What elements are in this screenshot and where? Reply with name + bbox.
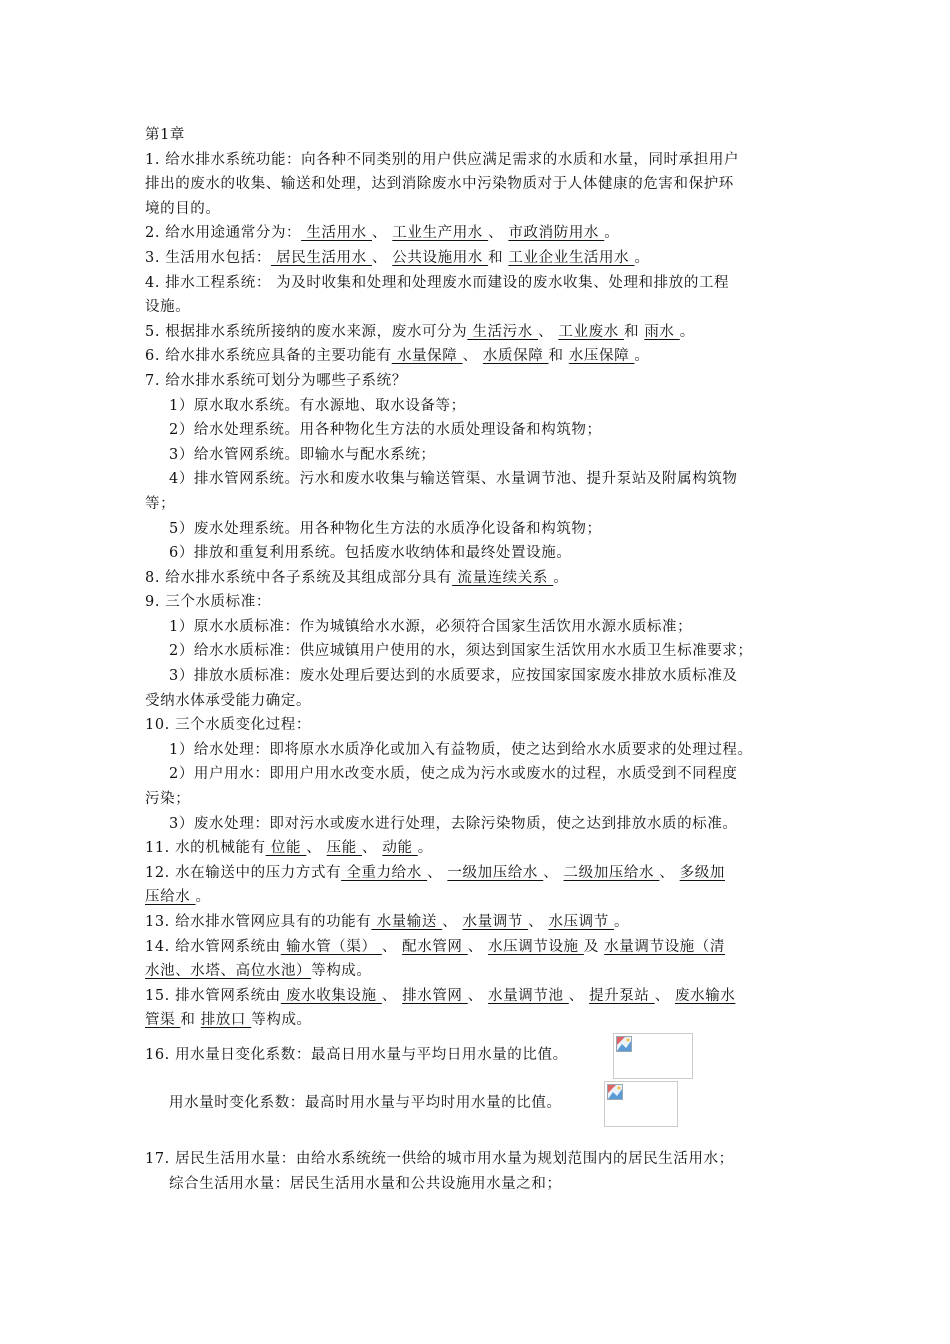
separator: 、 bbox=[654, 987, 675, 1004]
separator: 、 bbox=[427, 864, 448, 881]
separator: 、 bbox=[371, 225, 393, 242]
q5-answer-3: 雨水 bbox=[644, 323, 680, 340]
q5 bbox=[145, 320, 810, 345]
separator: 、 bbox=[306, 840, 327, 857]
separator: 、 bbox=[442, 914, 463, 930]
q9-item-1: 1）原水水质标准：作为城镇给水水源，必须符合国家生活饮用水源水质标准； bbox=[169, 618, 693, 635]
q15-prompt: 15. 排水管网系统由 bbox=[145, 987, 281, 1004]
q16-hourly-coefficient: 用水量时变化系数：最高时用水量与平均时用水量的比值。 bbox=[169, 1094, 562, 1111]
formula-image bbox=[613, 1033, 693, 1079]
q4-line-1: 4. 排水工程系统： 为及时收集和处理和处理废水而建设的废水收集、处理和排放的工程 bbox=[145, 274, 730, 291]
q7-item-5: 5）废水处理系统。用各种物化生方法的水质净化设备和构筑物； bbox=[169, 520, 602, 537]
q2-answer-1: 生活用水 bbox=[301, 225, 372, 242]
q11-answer-1: 位能 bbox=[265, 840, 307, 857]
q14-answer-1: 输水管（渠） bbox=[280, 938, 382, 955]
q1-line-1: 1. 给水排水系统功能：向各种不同类别的用户供应满足需求的水质和水量，同时承担用户 bbox=[145, 151, 740, 168]
end-mark: 。 bbox=[195, 889, 211, 906]
q1-line-3: 境的目的。 bbox=[145, 200, 221, 217]
q3 bbox=[145, 246, 810, 271]
q6-answer-2: 水质保障 bbox=[482, 348, 549, 365]
q5-prompt: 5. 根据排水系统所接纳的废水来源，废水可分为 bbox=[145, 323, 468, 340]
separator: 、 bbox=[467, 987, 489, 1004]
separator: 和 bbox=[180, 1012, 201, 1029]
q2-answer-3: 市政消防用水 bbox=[508, 225, 605, 242]
q10-item-2-cont: 污染； bbox=[145, 791, 191, 808]
q6-prompt: 6. 给水排水系统应具备的主要功能有 bbox=[145, 348, 392, 365]
end-mark: 。 bbox=[553, 569, 569, 586]
q13-answer-2: 水量调节 bbox=[462, 914, 529, 930]
q8 bbox=[145, 566, 810, 591]
end-mark: 。 bbox=[604, 225, 620, 242]
separator: 和 bbox=[488, 249, 509, 266]
separator: 、 bbox=[543, 864, 564, 881]
end-mark: 。 bbox=[679, 323, 695, 340]
q13-answer-3: 水压调节 bbox=[548, 914, 615, 930]
q13-prompt: 13. 给水排水管网应具有的功能有 bbox=[145, 914, 372, 930]
separator: 、 bbox=[659, 864, 680, 881]
q15-answer-5: 废水输水 bbox=[675, 987, 736, 1004]
q15-answer-6: 排放口 bbox=[200, 1012, 252, 1029]
separator: 、 bbox=[381, 987, 403, 1004]
separator: 、 bbox=[568, 987, 590, 1004]
q2-prompt: 2. 给水用途通常分为： bbox=[145, 225, 302, 242]
q15-answer-3: 水量调节池 bbox=[488, 987, 569, 1004]
q15-answer-1: 废水收集设施 bbox=[280, 987, 382, 1004]
q12-answer-3: 二级加压给水 bbox=[563, 864, 660, 881]
q7-item-3: 3）给水管网系统。即输水与配水系统； bbox=[169, 446, 436, 463]
q2-answer-2: 工业生产用水 bbox=[392, 225, 489, 242]
broken-image-icon bbox=[616, 1036, 632, 1052]
q7-item-2: 2）给水处理系统。用各种物化生方法的水质处理设备和构筑物； bbox=[169, 422, 602, 439]
q1-line-2: 排出的废水的收集、输送和处理，达到消除废水中污染物质对于人体健康的危害和保护环 bbox=[145, 176, 734, 193]
q6-answer-1: 水量保障 bbox=[391, 348, 463, 365]
q14-line-2 bbox=[145, 959, 810, 984]
separator: 、 bbox=[467, 938, 489, 955]
q6 bbox=[145, 344, 810, 369]
q7-item-4-cont: 等； bbox=[145, 495, 176, 512]
separator: 和 bbox=[548, 348, 569, 365]
q8-prompt: 8. 给水排水系统中各子系统及其组成部分具有 bbox=[145, 569, 453, 586]
q12-answer-4: 多级加 bbox=[679, 864, 725, 881]
q2 bbox=[145, 221, 810, 246]
q3-answer-1: 居民生活用水 bbox=[270, 249, 372, 266]
separator: 、 bbox=[371, 249, 393, 266]
q6-answer-3: 水压保障 bbox=[568, 348, 635, 365]
q13 bbox=[145, 910, 810, 935]
q8-answer-1: 流量连续关系 bbox=[452, 569, 554, 586]
q10-item-1: 1）给水处理：即将原水水质净化或加入有益物质，使之达到给水水质要求的处理过程。 bbox=[169, 741, 753, 758]
q14-answer-2: 配水管网 bbox=[402, 938, 468, 955]
q15-answer-5-cont: 管渠 bbox=[145, 1012, 181, 1029]
q15-answer-2: 排水管网 bbox=[402, 987, 468, 1004]
q7-item-4: 4）排水管网系统。污水和废水收集与输送管渠、水量调节池、提升泵站及附属构筑物 bbox=[169, 471, 738, 488]
separator: 、 bbox=[488, 225, 509, 242]
q15-answer-4: 提升泵站 bbox=[589, 987, 655, 1004]
q14-answer-4-cont: 水池、水塔、高位水池） bbox=[145, 963, 312, 980]
q11 bbox=[145, 836, 810, 861]
q11-prompt: 11. 水的机械能有 bbox=[145, 840, 266, 857]
q9-item-3: 3）排放水质标准：废水处理后要达到的水质要求，应按国家国家废水排放水质标准及 bbox=[169, 668, 738, 685]
q16-daily-coefficient: 16. 用水量日变化系数：最高日用水量与平均日用水量的比值。 bbox=[145, 1046, 568, 1063]
q11-answer-2: 压能 bbox=[326, 840, 363, 857]
q9-item-2: 2）给水水质标准：供应城镇用户使用的水，须达到国家生活饮用水水质卫生标准要求； bbox=[169, 643, 753, 660]
q10-item-2: 2）用户用水：即用户用水改变水质，使之成为污水或废水的过程，水质受到不同程度 bbox=[169, 766, 738, 783]
q17-line-2: 综合生活用水量：居民生活用水量和公共设施用水量之和； bbox=[169, 1175, 562, 1192]
q7-item-1: 1）原水取水系统。有水源地、取水设备等； bbox=[169, 397, 466, 414]
q15-line-1 bbox=[145, 984, 810, 1009]
q9-item-3-cont: 受纳水体承受能力确定。 bbox=[145, 692, 312, 709]
q3-prompt: 3. 生活用水包括： bbox=[145, 249, 271, 266]
end-mark: 。 bbox=[634, 249, 650, 266]
formula-image bbox=[604, 1081, 678, 1127]
separator: 和 bbox=[624, 323, 645, 340]
q10-item-3: 3）废水处理：即对污水或废水进行处理，去除污染物质，使之达到排放水质的标准。 bbox=[169, 815, 738, 832]
q10-title: 10. 三个水质变化过程： bbox=[145, 717, 311, 734]
q12-line-2 bbox=[145, 885, 810, 910]
q9-title: 9. 三个水质标准： bbox=[145, 594, 271, 611]
separator: 、 bbox=[381, 938, 403, 955]
end-mark: 。 bbox=[417, 840, 433, 857]
chapter-title: 第1章 bbox=[145, 127, 186, 143]
q12-answer-1: 全重力给水 bbox=[341, 864, 428, 881]
end-mark: 等构成。 bbox=[251, 1012, 312, 1029]
q3-answer-2: 公共设施用水 bbox=[392, 249, 489, 266]
q13-answer-1: 水量输送 bbox=[371, 914, 443, 930]
q16-row-1 bbox=[145, 1033, 810, 1081]
q14-prompt: 14. 给水管网系统由 bbox=[145, 938, 281, 955]
separator: 、 bbox=[462, 348, 483, 365]
q7-item-6: 6）排放和重复利用系统。包括废水收纳体和最终处置设施。 bbox=[169, 545, 572, 562]
q16-row-2 bbox=[145, 1081, 810, 1129]
q14-answer-3: 水压调节设施 bbox=[488, 938, 584, 955]
broken-image-icon bbox=[607, 1084, 623, 1100]
q3-answer-3: 工业企业生活用水 bbox=[508, 249, 635, 266]
q17-line-1: 17. 居民生活用水量：由给水系统统一供给的城市用水量为规划范围内的居民生活用水； bbox=[145, 1150, 734, 1167]
separator: 、 bbox=[528, 914, 549, 930]
q14-answer-4: 水量调节设施（清 bbox=[604, 938, 725, 955]
separator: 、 bbox=[362, 840, 383, 857]
q4-line-2: 设施。 bbox=[145, 299, 191, 316]
separator: 及 bbox=[583, 938, 605, 955]
q5-answer-1: 生活污水 bbox=[467, 323, 539, 340]
document-body bbox=[145, 123, 810, 1196]
q12-answer-4-cont: 压给水 bbox=[145, 889, 196, 906]
q14-line-1 bbox=[145, 935, 810, 960]
q11-answer-3: 动能 bbox=[382, 840, 418, 857]
end-mark: 等构成。 bbox=[311, 963, 372, 980]
q12-answer-2: 一级加压给水 bbox=[447, 864, 544, 881]
q12-prompt: 12. 水在输送中的压力方式有 bbox=[145, 864, 342, 881]
q7-title: 7. 给水排水系统可划分为哪些子系统？ bbox=[145, 372, 407, 389]
end-mark: 。 bbox=[634, 348, 650, 365]
end-mark: 。 bbox=[614, 914, 630, 930]
q5-answer-2: 工业废水 bbox=[558, 323, 624, 340]
q12-line-1 bbox=[145, 861, 810, 886]
separator: 、 bbox=[538, 323, 559, 340]
q15-line-2 bbox=[145, 1008, 810, 1033]
